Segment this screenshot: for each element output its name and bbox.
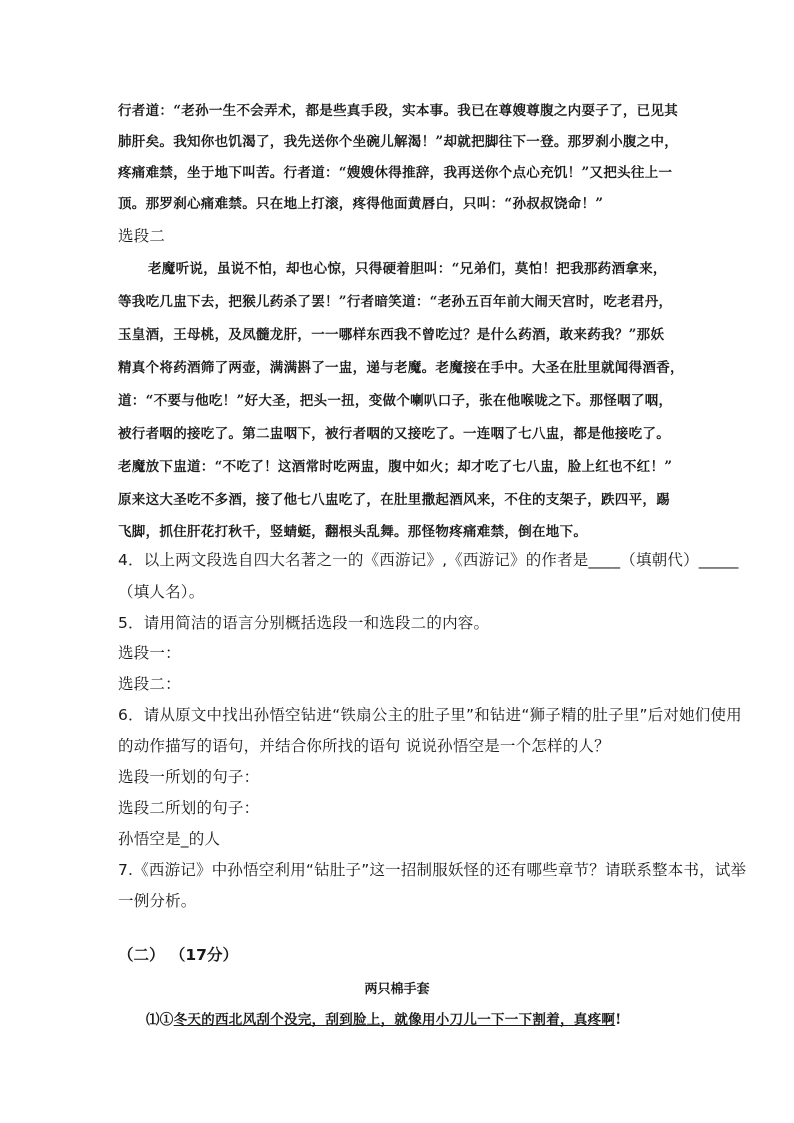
passage2-line: 飞脚，抓住肝花打秋千，竖蜻蜓，翻根头乱舞。那怪物疼痛难禁，倒在地下。	[118, 524, 588, 540]
passage1-line: 疼痛难禁，坐于地下叫苦。行者道：“嫂嫂休得推辞，我再送你个点心充饥！”又把头往上一	[118, 165, 673, 181]
question-6-cont: 的动作描写的语句，并结合你所找的语句 说说孙悟空是一个怎样的人？	[118, 737, 610, 755]
passage1-line: 行者道：“老孙一生不会弄术，都是些真手段，实本事。我已在尊嫂尊腹之内耍子了，已见其	[118, 103, 679, 119]
passage2-line: 老魔听说，虽说不怕，却也心惊，只得硬着胆叫：“兄弟们，莫怕！把我那药酒拿来，	[148, 261, 667, 277]
paragraph-number: ⑴①	[146, 1012, 174, 1028]
question-5: 5．请用简洁的语言分别概括选段一和选段二的内容。	[118, 614, 490, 632]
passage2-line: 等我吃几盅下去，把猴儿药杀了罢！”行者暗笑道：“老孙五百年前大闹天宫时，吃老君丹，	[118, 294, 673, 310]
answer-label-sentence2: 选段二所划的句子：	[118, 799, 260, 817]
answer-label-section2: 选段二：	[118, 675, 181, 693]
question-6: 6．请从原文中找出孙悟空钻进“铁扇公主的肚子里”和钻进“狮子精的肚子里”后对她们使用	[118, 706, 742, 724]
passage1-line: 肺肝矣。我知你也饥渴了，我先送你个坐碗儿解渴！”却就把脚往下一登。那罗刹小腹之中，	[118, 134, 679, 150]
passage2-line: 精真个将药酒筛了两壶，满满斟了一盅，递与老魔。老魔接在手中。大圣在肚里就闻得酒香，	[118, 360, 684, 376]
passage1-line: 顶。那罗刹心痛难禁。只在地上打滚，疼得他面黄唇白，只叫：“孙叔叔饶命！”	[118, 196, 604, 212]
section-heading: （二） （17分）	[118, 946, 238, 964]
passage2-line: 被行者咽的接吃了。第二盅咽下，被行者咽的又接吃了。一连咽了七八盅，都是他接吃了。	[118, 426, 670, 442]
answer-label-sentence1: 选段一所划的句子：	[118, 768, 260, 786]
passage2-line: 老魔放下盅道：“不吃了！这酒常时吃两盅，腹中如火；却才吃了七八盅，脸上红也不红！”	[118, 459, 673, 475]
passage2-line: 玉皇酒，王母桃，及凤髓龙肝，一一哪样东西我不曾吃过？是什么药酒，敢来药我？”那妖	[118, 327, 665, 343]
section2-label: 选段二	[118, 227, 166, 245]
sentence-end: !	[615, 1012, 622, 1028]
passage-paragraph-1	[146, 1010, 621, 1030]
underlined-sentence: 冬天的西北风刮个没完，刮到脸上，就像用小刀儿一下一下割着，真疼啊	[173, 1012, 616, 1028]
question-7-cont: 一例分析。	[118, 892, 197, 910]
question-4: 4．以上两文段选自四大名著之一的《西游记》,《西游记》的作者是____（填朝代）_____	[118, 551, 739, 569]
question-4-cont: （填人名）。	[118, 583, 205, 601]
passage-title: 两只棉手套	[364, 982, 430, 997]
passage2-line: 原来这大圣吃不多酒，接了他七八盅吃了，在肚里撒起酒风来，不住的支架子，跌四平，踢	[118, 492, 670, 508]
answer-label-character: 孙悟空是_的人	[118, 830, 221, 848]
answer-label-section1: 选段一：	[118, 644, 181, 662]
question-7: 7.《西游记》中孙悟空利用“钻肚子”这一招制服妖怪的还有哪些章节？请联系整本书，试举	[118, 861, 747, 879]
passage2-line: 道：“不要与他吃！”好大圣，把头一扭，变做个喇叭口子，张在他喉咙之下。那怪咽了咽，	[118, 393, 673, 409]
